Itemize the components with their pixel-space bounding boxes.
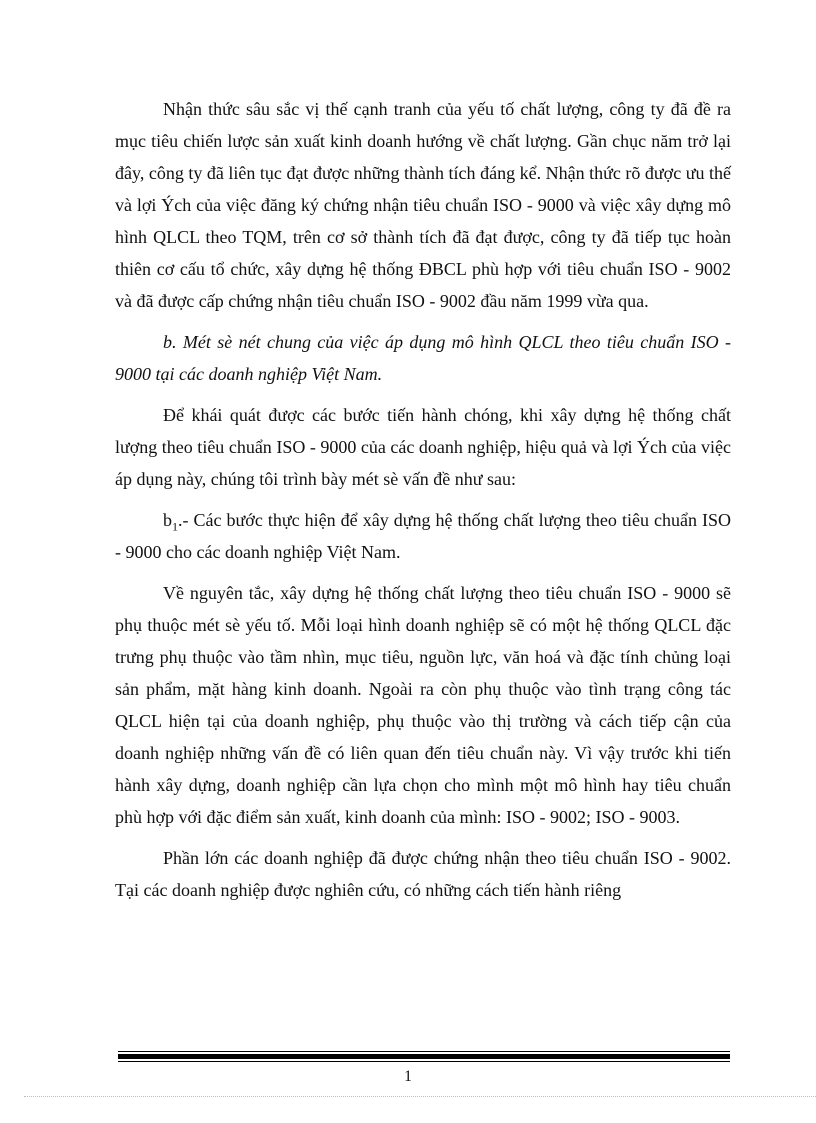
body-text (115, 93, 731, 915)
paragraph-intro: Nhận thức sâu sắc vị thế cạnh tranh của yếu tố chất lượng, công ty đã đề ra mục tiêu chiến lược sản xuất kinh doanh hướng về chất lượng. Gần chục năm trở lại đây, công ty đã liên tục đạt được những thành tích đáng kể. Nhận thức rõ được ưu thế và lợi Ých của việc đăng ký chứng nhận tiêu chuẩn ISO - 9000 và việc xây dựng mô hình QLCL theo TQM, trên cơ sở thành tích đã đạt được, công ty đã tiếp tục hoàn thiên cơ cấu tổ chức, xây dựng hệ thống ĐBCL phù hợp với tiêu chuẩn ISO - 9002 và đã được cấp chứng nhận tiêu chuẩn ISO - 9002 đầu năm 1999 vừa qua. (115, 99, 731, 311)
paragraph-principle: Về nguyên tắc, xây dựng hệ thống chất lượng theo tiêu chuẩn ISO - 9000 sẽ phụ thuộc mét sè yếu tố. Mỗi loại hình doanh nghiệp sẽ có một hệ thống QLCL đặc trưng phụ thuộc vào tầm nhìn, mục tiêu, nguồn lực, văn hoá và đặc tính chủng loại sản phẩm, mặt hàng kinh doanh. Ngoài ra còn phụ thuộc vào tình trạng công tác QLCL hiện tại của doanh nghiệp, phụ thuộc vào thị trường và cách tiếp cận của doanh nghiệp những vấn đề có liên quan đến tiêu chuẩn này. Vì vậy trước khi tiến hành xây dựng, doanh nghiệp cần lựa chọn cho mình một mô hình hay tiêu chuẩn phù hợp với đặc điểm sản xuất, kinh doanh của mình: ISO - 9002; ISO - 9003. (115, 583, 731, 827)
page-edge-dotted-line (24, 1096, 816, 1097)
subsection-title: .- Các bước thực hiện để xây dựng hệ thống chất lượng theo tiêu chuẩn ISO - 9000 cho các doanh nghiệp Việt Nam. (115, 510, 731, 562)
section-heading-b: b. Mét sè nét chung của việc áp dụng mô hình QLCL theo tiêu chuẩn ISO - 9000 tại các doanh nghiệp Việt Nam. (115, 332, 731, 384)
subsection-subscript: 1 (172, 519, 178, 534)
paragraph-overview: Để khái quát được các bước tiến hành chóng, khi xây dựng hệ thống chất lượng theo tiêu chuẩn ISO - 9000 của các doanh nghiệp, hiệu quả và lợi Ých của việc áp dụng này, chúng tôi trình bày mét sè vấn đề như sau: (115, 405, 731, 489)
paragraph-majority: Phần lớn các doanh nghiệp đã được chứng nhận theo tiêu chuẩn ISO - 9002. Tại các doanh nghiệp được nghiên cứu, có những cách tiến hành riêng (115, 848, 731, 900)
subsection-prefix: b (163, 510, 172, 530)
page-number: 1 (404, 1068, 412, 1085)
subsection-heading-b1 (115, 504, 731, 568)
footer-rule-top (118, 1051, 730, 1052)
footer-rule-thick (118, 1054, 730, 1059)
footer-rule-thin (118, 1061, 730, 1062)
